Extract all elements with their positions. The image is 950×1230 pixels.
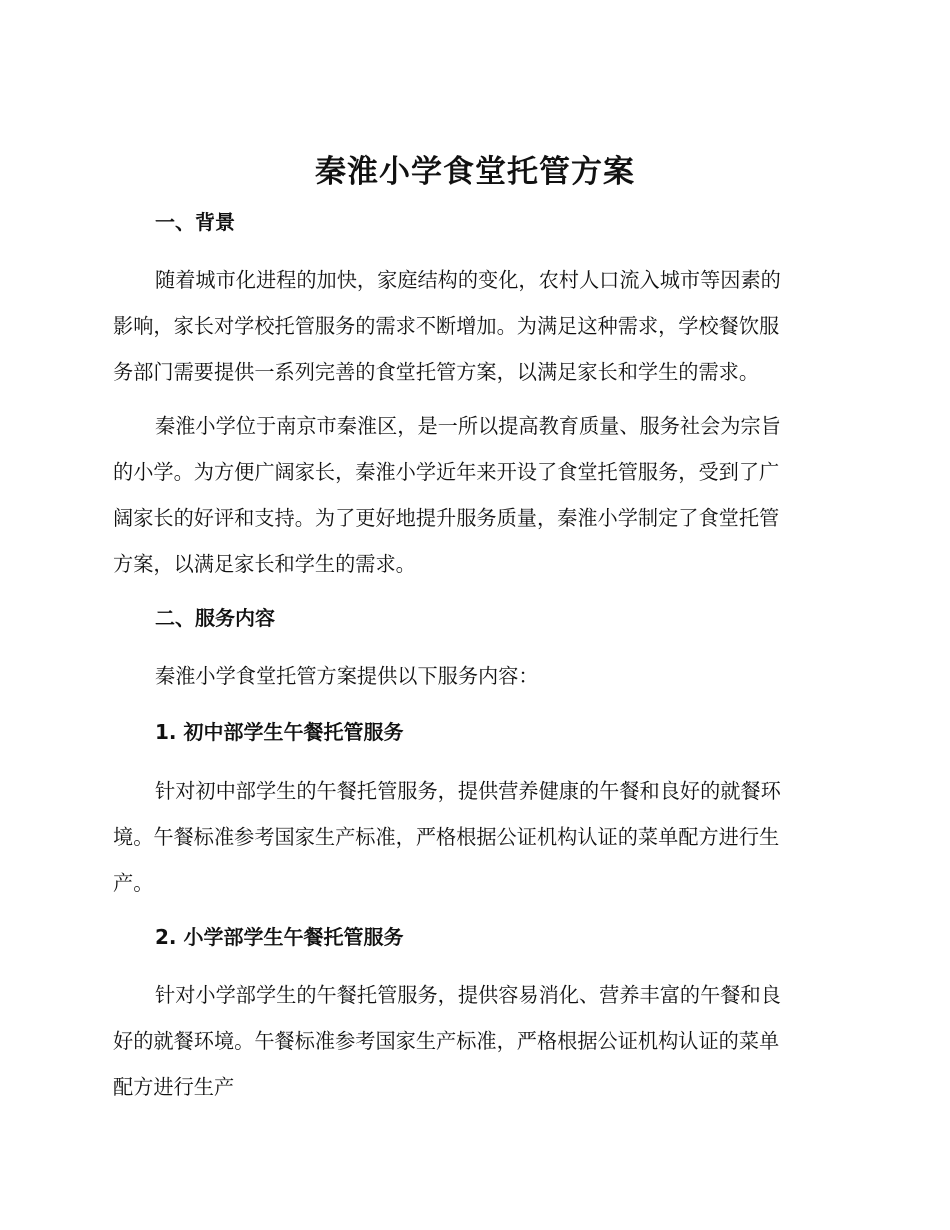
text-line: 秦淮小学食堂托管方案提供以下服务内容： — [155, 664, 539, 688]
paragraph-item-1 — [113, 768, 835, 906]
text-line: 好的就餐环境。午餐标准参考国家生产标准，严格根据公证机构认证的菜单 — [113, 1029, 780, 1053]
text-line: 秦淮小学位于南京市秦淮区，是一所以提高教育质量、服务社会为宗旨 — [155, 414, 781, 438]
section-heading-background: 一、背景 — [155, 210, 235, 234]
text-line: 影响，家长对学校托管服务的需求不断增加。为满足这种需求，学校餐饮服 — [113, 314, 780, 338]
text-line: 配方进行生产 — [113, 1075, 235, 1099]
subheading-item-1: 1. 初中部学生午餐托管服务 — [155, 720, 404, 744]
section-heading-services: 二、服务内容 — [155, 606, 275, 630]
paragraph-services-intro — [113, 653, 835, 699]
text-line: 产。 — [113, 871, 154, 895]
text-line: 针对小学部学生的午餐托管服务，提供容易消化、营养丰富的午餐和良 — [155, 983, 781, 1007]
text-line: 针对初中部学生的午餐托管服务，提供营养健康的午餐和良好的就餐环 — [155, 779, 781, 803]
text-line: 方案，以满足家长和学生的需求。 — [113, 552, 416, 576]
paragraph-background-1 — [113, 257, 835, 395]
text-line: 境。午餐标准参考国家生产标准，严格根据公证机构认证的菜单配方进行生 — [113, 825, 780, 849]
text-line: 的小学。为方便广阔家长，秦淮小学近年来开设了食堂托管服务，受到了广 — [113, 460, 780, 484]
subheading-item-2: 2. 小学部学生午餐托管服务 — [155, 925, 404, 949]
page-title: 秦淮小学食堂托管方案 — [315, 154, 635, 190]
paragraph-background-2 — [113, 403, 835, 587]
text-line: 随着城市化进程的加快，家庭结构的变化，农村人口流入城市等因素的 — [155, 268, 781, 292]
text-line: 阔家长的好评和支持。为了更好地提升服务质量，秦淮小学制定了食堂托管 — [113, 506, 780, 530]
paragraph-item-2 — [113, 972, 835, 1110]
text-line: 务部门需要提供一系列完善的食堂托管方案，以满足家长和学生的需求。 — [113, 360, 760, 384]
